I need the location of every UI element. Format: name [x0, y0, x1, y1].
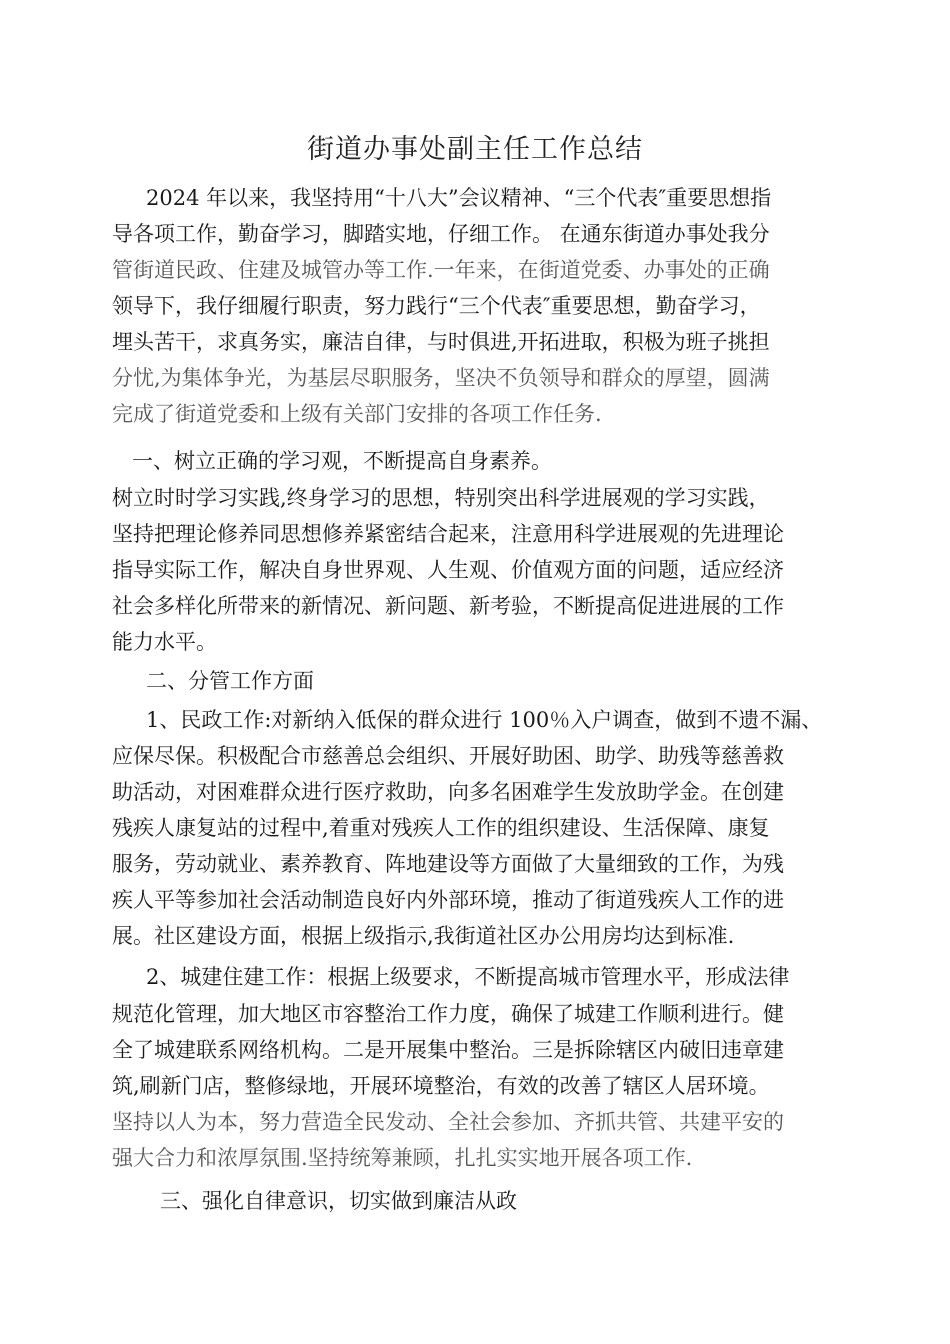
document-title: 街道办事处副主任工作总结	[307, 134, 643, 165]
paragraph-line: 助活动，对困难群众进行医疗救助，向多名困难学生发放助学金。在创建	[112, 780, 784, 804]
paragraph-line: 规范化管理，加大地区市容整治工作力度，确保了城建工作顺利进行。健	[112, 1002, 784, 1026]
paragraph-line: 残疾人康复站的过程中,着重对残疾人工作的组织建设、生活保障、康复	[112, 816, 770, 840]
paragraph-line: 全了城建联系网络机构。二是开展集中整治。三是拆除辖区内破旧违章建	[112, 1038, 784, 1062]
section-heading-1: 一、树立正确的学习观，不断提高自身素养。	[132, 449, 552, 473]
paragraph-line: 完成了街道党委和上级有关部门安排的各项工作任务.	[112, 402, 602, 426]
paragraph-line: 服务，劳动就业、素养教育、阵地建设等方面做了大量细致的工作，为残	[112, 852, 784, 876]
paragraph-line: 社会多样化所带来的新情况、新问题、新考验，不断提高促进进展的工作	[112, 594, 784, 618]
paragraph-line: 展。社区建设方面，根据上级指示,我街道社区办公用房均达到标准.	[112, 924, 735, 948]
paragraph-line: 管街道民政、住建及城管办等工作.一年来，在街道党委、办事处的正确	[112, 258, 770, 282]
section-heading-2: 二、分管工作方面	[146, 669, 314, 693]
paragraph-line: 指导实际工作，解决自身世界观、人生观、价值观方面的问题，适应经济	[112, 558, 784, 582]
paragraph-line: 领导下，我仔细履行职责，努力践行“三个代表″重要思想，勤奋学习，	[112, 294, 761, 318]
paragraph-line: 埋头苦干，求真务实，廉洁自律，与时俱进,开拓进取，积极为班子挑担	[112, 330, 770, 354]
paragraph-line: 筑,刷新门店，整修绿地，开展环境整治，有效的改善了辖区人居环境。	[112, 1074, 770, 1098]
paragraph-line: 能力水平。	[112, 630, 217, 654]
paragraph-line: 分忧,为集体争光，为基层尽职服务，坚决不负领导和群众的厚望，圆满	[112, 366, 770, 390]
paragraph-line: 强大合力和浓厚氛围.坚持统筹兼顾，扎扎实实地开展各项工作.	[112, 1146, 693, 1170]
paragraph-line: 2024 年以来，我坚持用“十八大”会议精神、“三个代表″重要思想指	[146, 186, 772, 210]
paragraph-line: 2、城建住建工作：根据上级要求，不断提高城市管理水平，形成法律	[146, 965, 790, 989]
paragraph-line: 应保尽保。积极配合市慈善总会组织、开展好助困、助学、助残等慈善救	[112, 744, 784, 768]
paragraph-line: 树立时时学习实践,终身学习的思想，特别突出科学进展观的学习实践，	[112, 486, 770, 510]
paragraph-line: 导各项工作，勤奋学习，脚踏实地，仔细工作。 在通东街道办事处我分	[112, 222, 770, 246]
paragraph-line: 坚持以人为本，努力营造全民发动、全社会参加、齐抓共管、共建平安的	[112, 1110, 784, 1134]
section-heading-3: 三、强化自律意识，切实做到廉洁从政	[160, 1189, 517, 1213]
paragraph-line: 疾人平等参加社会活动制造良好内外部环境，推动了街道残疾人工作的进	[112, 888, 784, 912]
paragraph-line: 1、民政工作:对新纳入低保的群众进行 100％入户调查，做到不遗不漏、	[146, 708, 823, 732]
paragraph-line: 坚持把理论修养同思想修养紧密结合起来，注意用科学进展观的先进理论	[112, 522, 784, 546]
